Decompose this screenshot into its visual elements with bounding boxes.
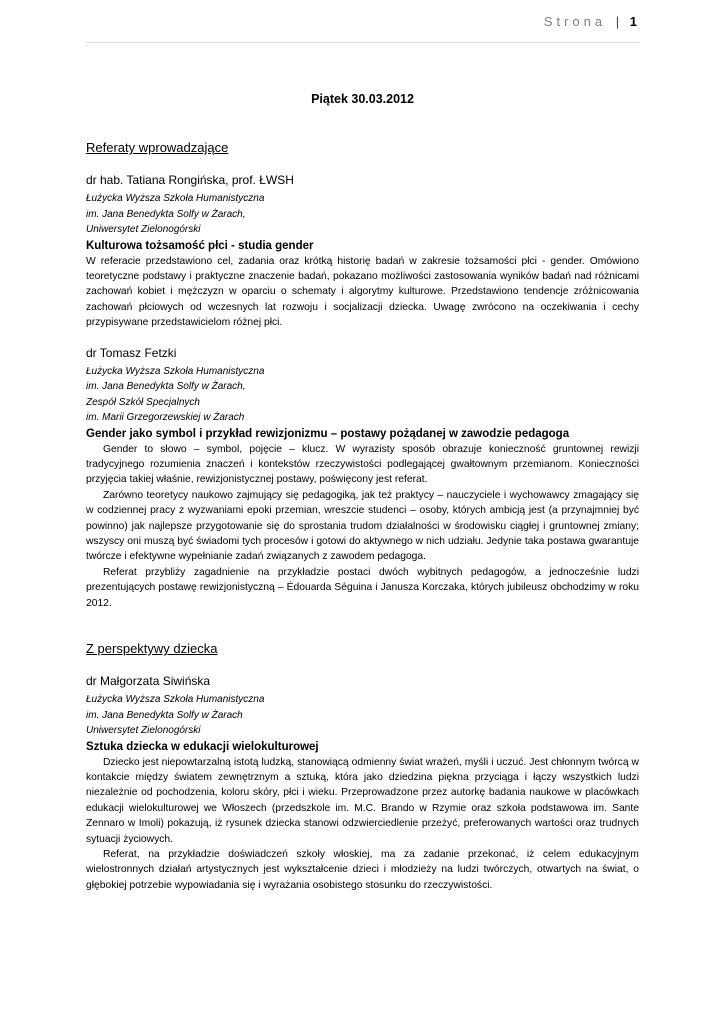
affiliation-line: im. Marii Grzegorzewskiej w Żarach xyxy=(86,412,245,424)
talk-abstract: Gender to słowo – symbol, pojęcie – klucz. W wyrazisty sposób obrazuje konieczność gruntownej rewizji tradycyjnego rozumienia znaczeń i kontekstów rzeczywistości podlegającej gwałtownym przemianom. Konieczności przyjęcia takiej właśnie, rewizjonistycznej postawy, poświęcony jest referat. xyxy=(86,443,639,486)
section-title: Referaty wprowadzające xyxy=(86,140,229,155)
affiliation-line: Łużycka Wyższa Szkoła Humanistyczna xyxy=(86,193,265,204)
talk-author: dr Tomasz Fetzki xyxy=(86,345,177,360)
talk-title: Gender jako symbol i przykład rewizjonizmu – postawy pożądanej w zawodzie pedagoga xyxy=(86,427,570,440)
affiliation-line: im. Jana Benedykta Solfy w Żarach xyxy=(86,709,243,721)
affiliation-line: Łużycka Wyższa Szkoła Humanistyczna xyxy=(86,365,265,377)
page-header xyxy=(544,14,637,29)
talk xyxy=(86,346,639,611)
talk-author: dr Małgorzata Siwińska xyxy=(86,674,211,688)
talk-abstract: Dziecko jest niepowtarzalną istotą ludzką, stanowiącą odmienny świat wrażeń, myśli i uczuć. Jest chłonnym twórcą w kontakcie między światem zewnętrznym a sztuką, która jako dziedzina piękna przyciąga i łączy wszystkich ludzi niezależnie od pochodzenia, koloru skóry, płci i wieku. Przeprowadzone przez autorkę badania naukowe w placówkach edukacji wielokulturowej we Włoszech (przedszkole im. M.C. Brando w Rzymie oraz szkoła podstawowa im. Sante Zennaro w Imoli) pokazują, iż rysunek dziecka stanowi odzwierciedlenie przeżyć, preferowanych wartości oraz trudnych sytuacji życiowych. xyxy=(86,756,639,845)
talk-abstract: Referat, na przykładzie doświadczeń szkoły włoskiej, ma za zadanie przekonać, iż celem edukacyjnym wielostronnych działań artystycznych jest wykształcenie dzieci i młodzieży na ludzi twórczych, otwartych na świat, o głębokiej potrzebie wypowiadania się i wyrażania osobistego stosunku do rzeczywistości. xyxy=(86,848,639,891)
talk-title: Sztuka dziecka w edukacji wielokulturowej xyxy=(86,740,319,753)
affiliation-line: Uniwersytet Zielonogórski xyxy=(86,224,201,235)
talk-abstract: Referat przybliży zagadnienie na przykładzie postaci dwóch wybitnych pedagogów, a jednocześnie ludzi prezentujących postawę rewizjonistyczną – Édouarda Séguina i Janusza Korczaka, których jubileusz obchodzimy w roku 2012. xyxy=(86,566,639,609)
document-body xyxy=(86,92,639,893)
affiliation-line: im. Jana Benedykta Solfy w Żarach, xyxy=(86,381,246,393)
talk-title: Kulturowa tożsamość płci - studia gender xyxy=(86,239,314,252)
page-header-word: Strona xyxy=(543,14,607,29)
page-number: 1 xyxy=(629,14,637,29)
affiliation-line: Łużycka Wyższa Szkoła Humanistyczna xyxy=(86,694,265,705)
talk xyxy=(86,173,639,331)
talk-author: dr hab. Tatiana Rongińska, prof. ŁWSH xyxy=(86,173,294,187)
affiliation-line: Zespół Szkół Specjalnych xyxy=(86,396,200,408)
page-header-separator: | xyxy=(615,14,620,29)
affiliation-line: Uniwersytet Zielonogórski xyxy=(86,725,201,736)
affiliation-line: im. Jana Benedykta Solfy w Żarach, xyxy=(86,208,246,220)
section-title: Z perspektywy dziecka xyxy=(86,641,218,656)
program-date: Piątek 30.03.2012 xyxy=(311,92,414,106)
header-divider xyxy=(86,42,639,43)
talk-abstract: W referacie przedstawiono cel, zadania oraz krótką historię badań w zakresie tożsamości płci - gender. Omówiono teoretyczne podstawy i praktyczne znaczenie badań, pokazano możliwości zastosowania wyników badań nad różnicami zachowań kobiet i mężczyzn w oparciu o schematy i algorytmy kulturowe. Przedstawiono tendencje zróżnicowania zachowań płciowych od wczesnych lat rozwoju i socjalizacji dziecka. Uwagę zwrócono na oczekiwania i cechy przypisywane przedstawicielom różnej płci. xyxy=(86,255,639,329)
talk-abstract: Zarówno teoretycy naukowo zajmujący się pedagogiką, jak też praktycy – nauczyciele i wychowawcy zmagający się w codziennej pracy z wyzwaniami epoki przemian, wreszcie studenci – osoby, których ambicją jest (a przynajmniej być powinno) jak najlepsze przygotowanie się do sprostania trudom działalności w środowisku ciągłej i gruntownej zmiany; wszyscy oni muszą być świadomi tych procesów i gotowi do aktywnego w nich udziału. Jedynie taka postawa gwarantuje twórcze i efektywne wypełnianie zadań związanych z zawodem pedagoga. xyxy=(86,489,639,563)
talk xyxy=(86,674,639,893)
